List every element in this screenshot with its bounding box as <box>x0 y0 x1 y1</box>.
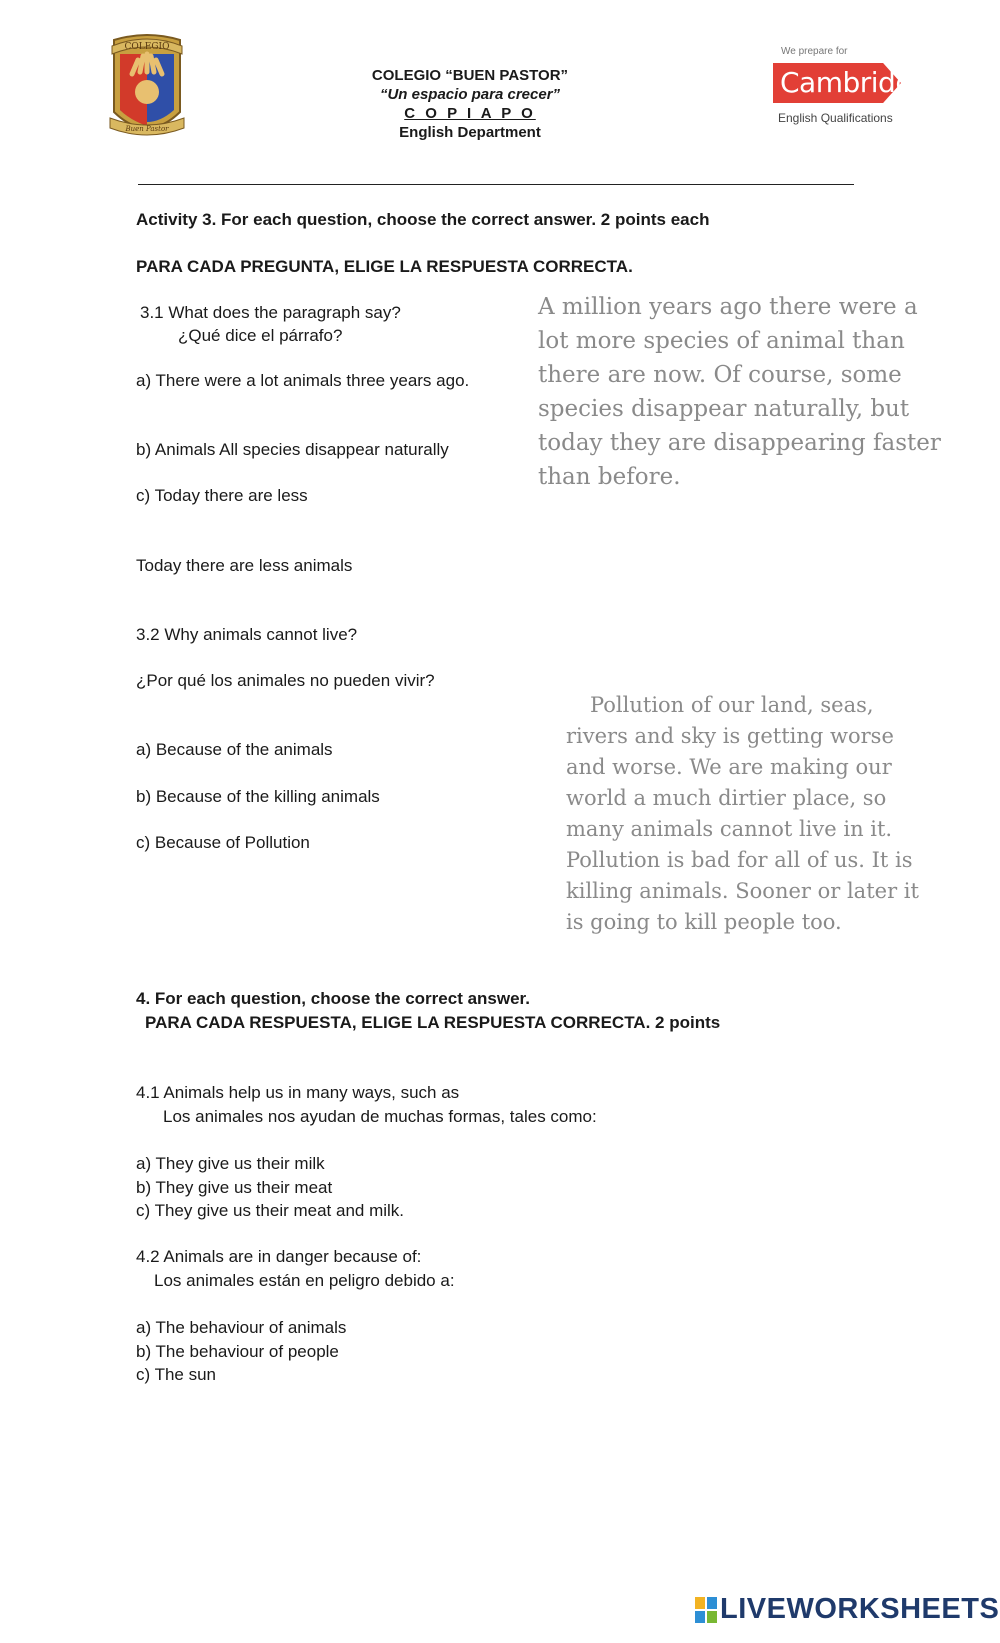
q42-question: 4.2 Animals are in danger because of: <box>136 1247 422 1266</box>
passage-2-line: many animals cannot live in it. <box>566 817 893 841</box>
activity4-title-es: PARA CADA RESPUESTA, ELIGE LA RESPUESTA CORRECTA. 2 points <box>145 1013 721 1032</box>
crest-label-bottom: Buen Pastor <box>125 125 169 133</box>
q31-question-es: ¿Qué dice el párrafo? <box>178 326 343 345</box>
q32-question: 3.2 Why animals cannot live? <box>136 625 358 644</box>
school-crest-logo <box>108 32 186 144</box>
q31-question: 3.1 What does the paragraph say? <box>140 303 401 322</box>
crest-label-top: COLEGIO <box>124 42 170 52</box>
q41-question: 4.1 Animals help us in many ways, such as <box>136 1083 460 1102</box>
q41-question-es: Los animales nos ayudan de muchas formas, tales como: <box>163 1107 597 1126</box>
passage-2-line: and worse. We are making our <box>566 755 892 779</box>
q42-question-es: Los animales están en peligro debido a: <box>154 1271 455 1290</box>
liveworksheets-brand[interactable]: LIVEWORKSHEETS <box>720 1593 1000 1625</box>
activity3-title: Activity 3. For each question, choose the correct answer. 2 points each <box>136 210 710 229</box>
q42-option-b[interactable]: b) The behaviour of people <box>136 1342 339 1361</box>
activity3-title-es: PARA CADA PREGUNTA, ELIGE LA RESPUESTA CORRECTA. <box>136 257 633 276</box>
passage-2-line: Pollution of our land, seas, <box>590 693 874 717</box>
cambridge-subtitle: English Qualifications <box>778 111 893 125</box>
passage-2-line: Pollution is bad for all of us. It is <box>566 848 913 872</box>
q42-option-a[interactable]: a) The behaviour of animals <box>136 1318 347 1337</box>
q31-option-b[interactable]: b) Animals All species disappear naturally <box>136 440 449 459</box>
passage-1-line: today they are disappearing faster <box>538 430 941 456</box>
passage-1-line: species disappear naturally, but <box>538 396 910 422</box>
header-divider <box>138 184 854 185</box>
liveworksheets-icon <box>695 1597 717 1623</box>
q42-option-c[interactable]: c) The sun <box>136 1365 217 1384</box>
passage-2-line: world a much dirtier place, so <box>566 786 887 810</box>
cambridge-logo-word: Cambridge <box>780 66 930 99</box>
activity4-title: 4. For each question, choose the correct answer. <box>136 989 530 1008</box>
q41-option-c[interactable]: c) They give us their meat and milk. <box>136 1201 405 1220</box>
passage-2-line: is going to kill people too. <box>566 910 842 934</box>
school-motto: “Un espacio para crecer” <box>379 86 561 103</box>
cambridge-tagline: We prepare for <box>781 46 848 57</box>
passage-1-line: lot more species of animal than <box>538 328 905 354</box>
school-name: COLEGIO “BUEN PASTOR” <box>371 67 569 84</box>
q31-option-c[interactable]: c) Today there are less <box>136 486 308 505</box>
passage-2-line: killing animals. Sooner or later it <box>566 879 919 903</box>
school-department: English Department <box>399 124 541 141</box>
passage-1-line: A million years ago there were a <box>538 294 918 320</box>
q32-option-b[interactable]: b) Because of the killing animals <box>136 787 380 806</box>
q41-option-b[interactable]: b) They give us their meat <box>136 1178 333 1197</box>
q41-option-a[interactable]: a) They give us their milk <box>136 1154 325 1173</box>
q32-question-es: ¿Por qué los animales no pueden vivir? <box>136 671 435 690</box>
passage-1-line: than before. <box>538 464 681 490</box>
q32-option-a[interactable]: a) Because of the animals <box>136 740 333 759</box>
passage-1-line: there are now. Of course, some <box>538 362 902 388</box>
q32-option-c[interactable]: c) Because of Pollution <box>136 833 310 852</box>
school-city: C O P I A P O <box>404 105 536 122</box>
passage-2-line: rivers and sky is getting worse <box>566 724 894 748</box>
q31-answer-text: Today there are less animals <box>136 556 353 575</box>
q31-option-a[interactable]: a) There were a lot animals three years ago. <box>136 371 470 390</box>
